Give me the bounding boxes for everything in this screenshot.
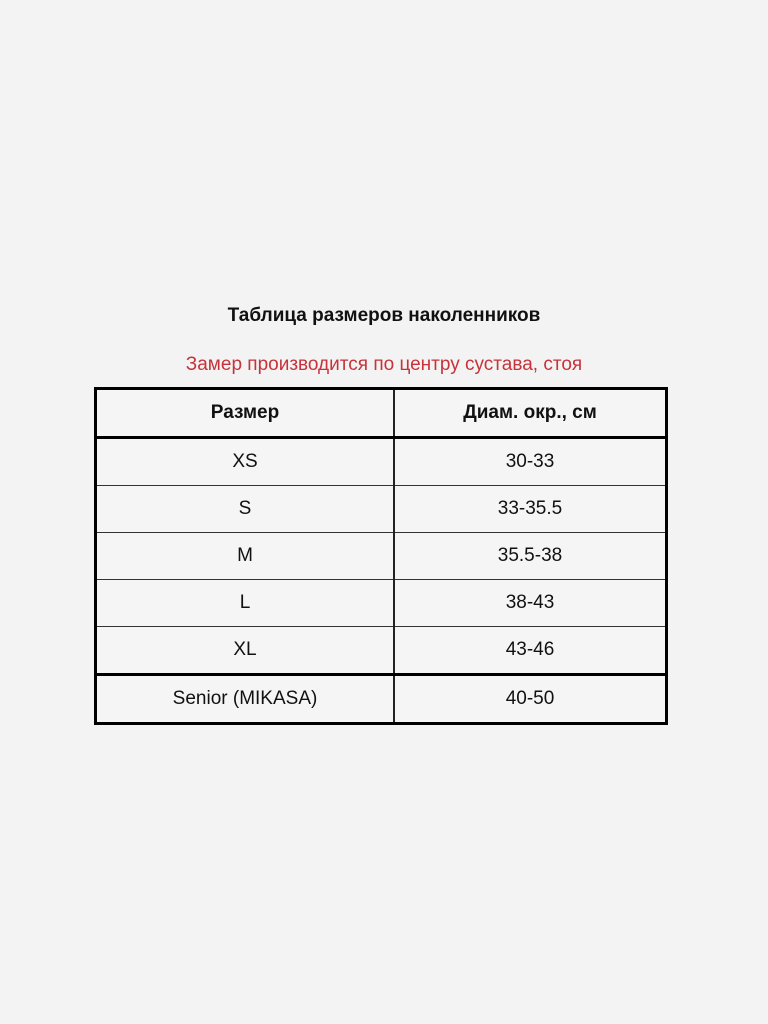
table-row xyxy=(96,627,667,675)
table-row xyxy=(96,438,667,486)
size-cell: XS xyxy=(96,438,395,486)
table-header-row xyxy=(96,389,667,438)
circumference-cell: 40-50 xyxy=(394,675,667,724)
header-size: Размер xyxy=(96,389,395,438)
table-row xyxy=(96,675,667,724)
circumference-cell: 43-46 xyxy=(394,627,667,675)
size-cell: S xyxy=(96,486,395,533)
chart-title: Таблица размеров наколенников xyxy=(227,305,541,326)
circumference-cell: 35.5-38 xyxy=(394,533,667,580)
table-row xyxy=(96,533,667,580)
size-cell: L xyxy=(96,580,395,627)
size-cell: Senior (MIKASA) xyxy=(96,675,395,724)
table-row xyxy=(96,486,667,533)
circumference-cell: 33-35.5 xyxy=(394,486,667,533)
circumference-cell: 38-43 xyxy=(394,580,667,627)
measurement-note: Замер производится по центру сустава, стоя xyxy=(185,354,583,375)
size-cell: XL xyxy=(96,627,395,675)
circumference-cell: 30-33 xyxy=(394,438,667,486)
table-row xyxy=(96,580,667,627)
header-circumference: Диам. окр., см xyxy=(394,389,667,438)
size-cell: M xyxy=(96,533,395,580)
size-table xyxy=(94,387,668,725)
